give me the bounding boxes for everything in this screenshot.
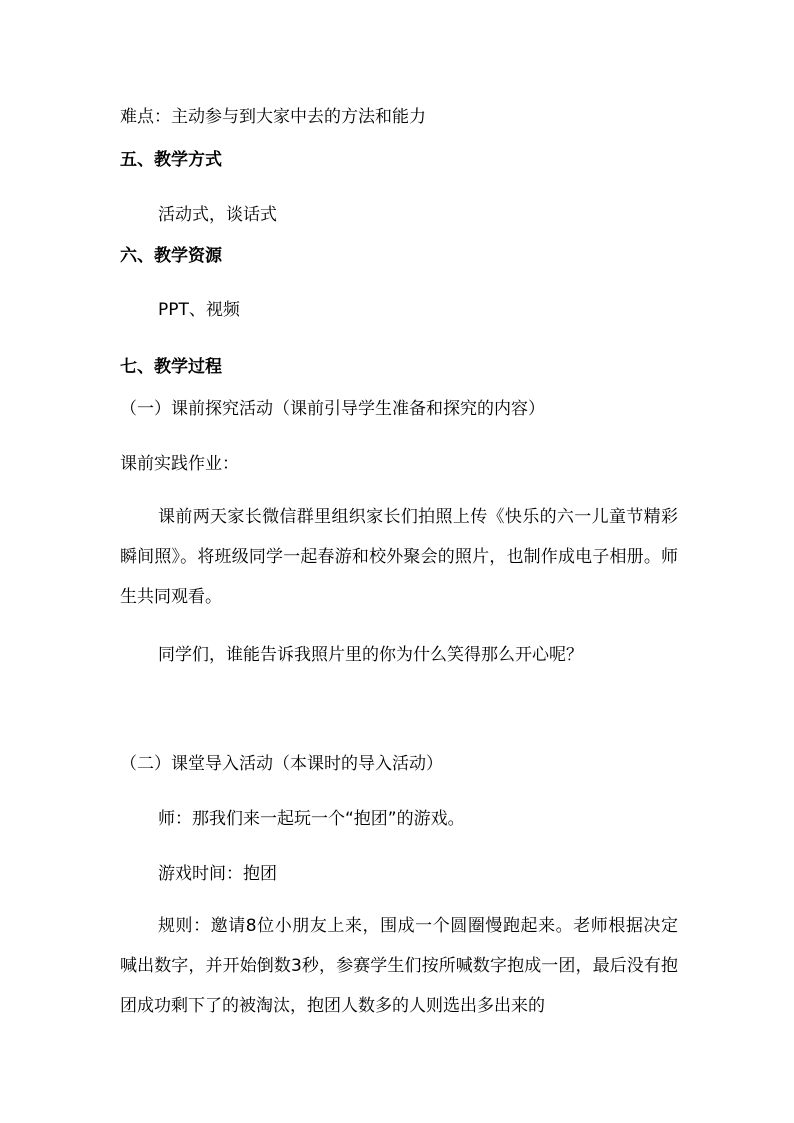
difficulty-text: 难点：主动参与到大家中去的方法和能力: [120, 107, 426, 127]
homework-paragraph: 课前两天家长微信群里组织家长们拍照上传《快乐的六一儿童节精彩瞬间照》。将班级同学一起春游和校外聚会的照片，也制作成电子相册。师生共同观看。: [120, 507, 678, 607]
section5-content: 活动式，谈话式: [158, 205, 277, 225]
question-paragraph: 同学们，谁能告诉我照片里的你为什么笑得那么开心呢？: [158, 645, 583, 665]
section7-heading: 七、教学过程: [120, 357, 222, 377]
rules-paragraph: 规则：邀请8位小朋友上来，围成一个圆圈慢跑起来。老师根据决定喊出数字，并开始倒数3秒，参赛学生们按所喊数字抱成一团，最后没有抱团成功剩下了的被淘汰，抱团人数多的人则选出多出来的: [120, 916, 678, 1016]
game-time: 游戏时间：抱团: [158, 864, 277, 884]
section6-content: PPT、视频: [158, 300, 240, 320]
section6-heading: 六、教学资源: [120, 246, 222, 266]
section5-heading: 五、教学方式: [120, 150, 222, 170]
section7-sub2-heading: （二）课堂导入活动（本课时的导入活动）: [120, 754, 443, 774]
homework-label: 课前实践作业：: [120, 454, 239, 474]
teacher-line: 师：那我们来一起玩一个“抱团”的游戏。: [158, 809, 465, 829]
section7-sub1-heading: （一）课前探究活动（课前引导学生准备和探究的内容）: [120, 399, 545, 419]
